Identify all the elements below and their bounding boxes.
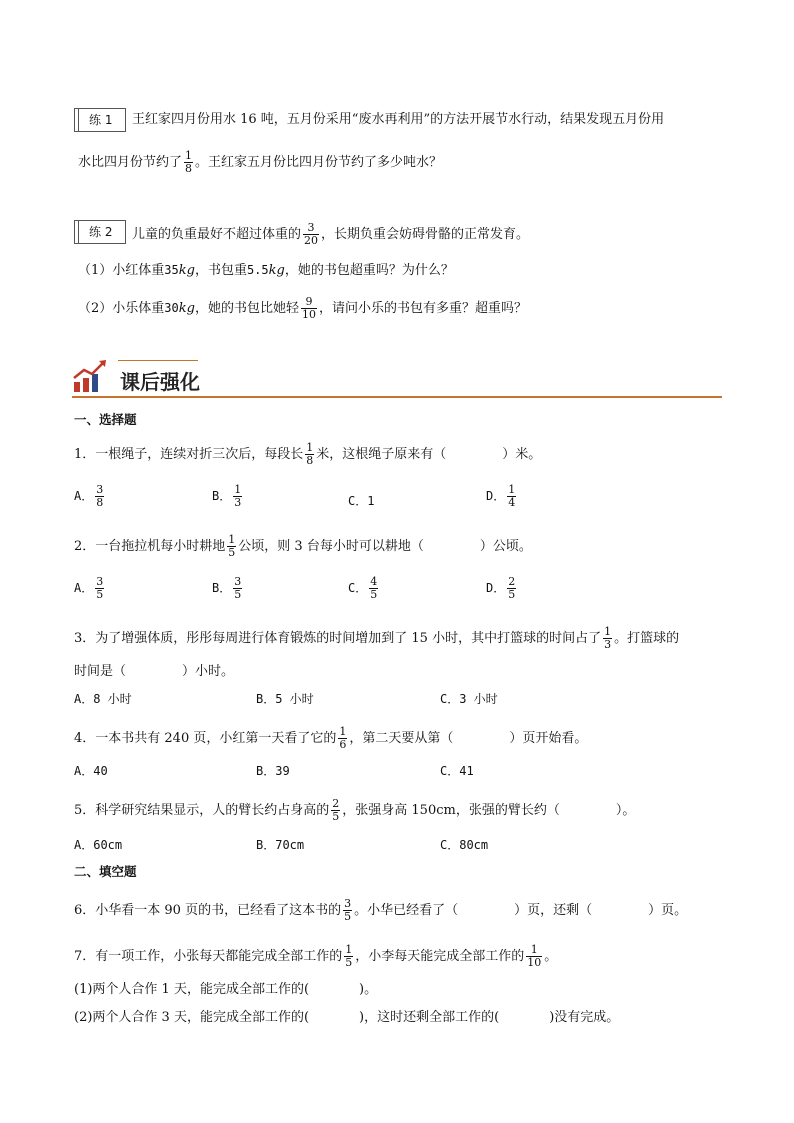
option-c[interactable]: C．80cm	[440, 838, 489, 852]
question-1: 1．一根绳子，连续对折三次后，每段长 $\frac{1}{8}$ 米，这根绳子原来有（ ）米。	[74, 441, 542, 467]
fraction: $\frac{2}{5}$	[332, 797, 340, 823]
option-a[interactable]: A．60cm	[74, 838, 123, 852]
option-c[interactable]: C．1	[348, 494, 375, 508]
fraction: $\frac{3}{20}$	[304, 221, 319, 247]
exercise-badge-1	[74, 108, 126, 132]
part2-title: 二、填空题	[74, 864, 137, 879]
part1-title: 一、选择题	[74, 412, 137, 427]
option-b[interactable]: B．70cm	[256, 838, 305, 852]
question-2: 2．一台拖拉机每小时耕地 $\frac{1}{5}$ 公顷，则 3 台每小时可以耕地（ ）公顷。	[74, 533, 532, 559]
exercise-badge-label: 练 2	[89, 225, 113, 239]
practice2-q2: （2）小乐体重30kg，她的书包比她轻 $\frac{9}{10}$ ，请问小乐的书包有多重？超重吗？	[78, 295, 527, 321]
fraction: $\frac{1}{3}$	[604, 625, 612, 651]
fraction: $\frac{1}{8}$	[306, 441, 314, 467]
exercise-badge-2	[74, 220, 126, 244]
question-7: 7．有一项工作，小张每天都能完成全部工作的 $\frac{1}{5}$ ，小李每天能完成全部工作的 $\frac{1}{10}$ 。	[74, 943, 558, 969]
practice2-q1: （1）小红体重35kg，书包重5.5kg，她的书包超重吗？为什么？	[78, 263, 454, 278]
fraction: $\frac{1}{6}$	[339, 725, 347, 751]
fraction: $\frac{9}{10}$	[301, 295, 316, 321]
practice2-line1: 儿童的负重最好不超过体重的 $\frac{3}{20}$ ，长期负重会妨碍骨骼的正常发育。	[132, 221, 530, 247]
fraction: $\frac{1}{5}$	[228, 533, 236, 559]
option-d[interactable]: D． $\frac{2}{5}$	[486, 575, 516, 601]
section-title: 课后强化	[120, 370, 200, 394]
question-3-line2: 时间是（ ）小时。	[74, 664, 235, 679]
section-header	[72, 358, 722, 400]
option-b[interactable]: B． $\frac{3}{5}$	[212, 575, 242, 601]
question-3: 3．为了增强体质，彤彤每周进行体育锻炼的时间增加到了 15 小时，其中打篮球的时间占了 $\frac{1}{3}$ 。打篮球的	[74, 625, 680, 651]
fraction: $\frac{1}{8}$	[185, 149, 193, 175]
fraction: $\frac{1}{5}$	[345, 943, 353, 969]
option-a[interactable]: A． $\frac{3}{8}$	[74, 483, 104, 509]
section-title-overline	[118, 360, 198, 361]
option-a[interactable]: A．40	[74, 764, 108, 778]
option-a[interactable]: A． $\frac{3}{5}$	[74, 575, 104, 601]
option-c[interactable]: C．3 小时	[440, 692, 498, 706]
exercise-badge-label: 练 1	[89, 113, 113, 127]
question-7-sub2: (2)两个人合作 3 天，能完成全部工作的( )，这时还剩全部工作的( )没有完成。	[74, 1010, 620, 1025]
question-6: 6．小华看一本 90 页的书，已经看了这本书的 $\frac{3}{5}$ 。小华已经看了（ ）页，还剩（ ）页。	[74, 897, 688, 923]
option-c[interactable]: C． $\frac{4}{5}$	[348, 575, 378, 601]
fraction: $\frac{3}{5}$	[344, 897, 352, 923]
practice1-line1: 王红家四月份用水 16 吨，五月份采用“废水再利用”的方法开展节水行动，结果发现五月份用	[132, 112, 665, 127]
option-b[interactable]: B． $\frac{1}{3}$	[212, 483, 242, 509]
practice1-line2: 水比四月份节约了 $\frac{1}{8}$ 。王红家五月份比四月份节约了多少吨水？	[78, 149, 443, 175]
option-b[interactable]: B．5 小时	[256, 692, 314, 706]
option-a[interactable]: A．8 小时	[74, 692, 132, 706]
option-d[interactable]: D． $\frac{1}{4}$	[486, 483, 516, 509]
fraction: $\frac{1}{10}$	[527, 943, 542, 969]
option-b[interactable]: B．39	[256, 764, 290, 778]
section-rule	[72, 396, 722, 398]
question-4: 4．一本书共有 240 页，小红第一天看了它的 $\frac{1}{6}$ ，第二天要从第（ ）页开始看。	[74, 725, 588, 751]
question-5: 5．科学研究结果显示，人的臂长约占身高的 $\frac{2}{5}$ ，张强身高 150cm，张强的臂长约（ ）。	[74, 797, 636, 823]
chart-growth-icon	[72, 358, 108, 394]
option-c[interactable]: C．41	[440, 764, 474, 778]
question-7-sub1: (1)两个人合作 1 天，能完成全部工作的( )。	[74, 982, 378, 997]
